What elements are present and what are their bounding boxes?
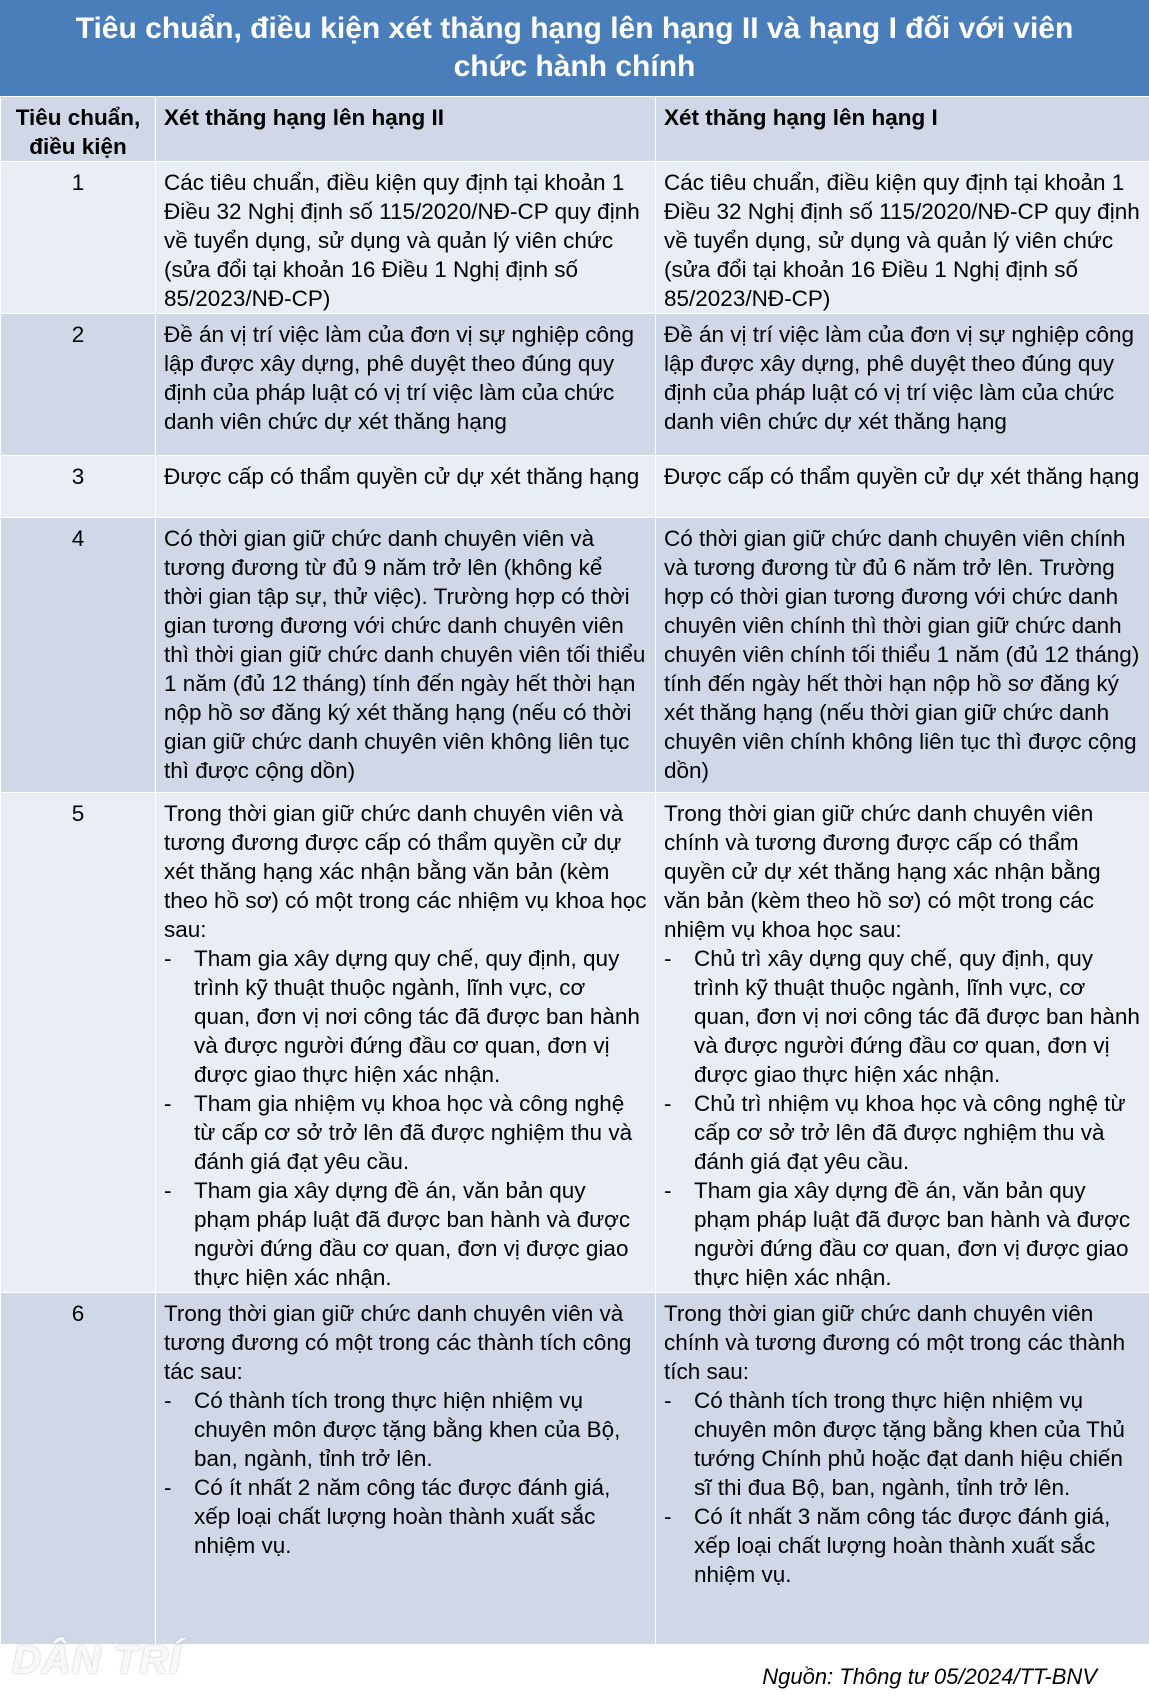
rank-2-cell — [156, 162, 656, 314]
rank-1-cell — [656, 1293, 1149, 1645]
table-row — [1, 518, 1149, 793]
list-item: - Có thành tích trong thực hiện nhiệm vụ chuyên môn được tặng bằng khen của Bộ, ban, ngành, tỉnh trở lên. — [164, 1386, 647, 1473]
list-item: - Tham gia xây dựng đề án, văn bản quy phạm pháp luật đã được ban hành và được người đứng đầu cơ quan, đơn vị được giao thực hiện xác nhận. — [664, 1176, 1141, 1292]
rank-2-cell — [156, 1293, 656, 1645]
row-number: 4 — [1, 518, 156, 793]
row-number: 6 — [1, 1293, 156, 1645]
table-row — [1, 793, 1149, 1293]
bullet-list — [164, 944, 647, 1292]
rank-1-cell — [656, 314, 1149, 456]
cell-text: Có thời gian giữ chức danh chuyên viên và tương đương từ đủ 9 năm trở lên (không kể thời gian tập sự, thử việc). Trường hợp có thời gian tương đương với chức danh chuyên viên thì thời gian giữ chức danh chuyên viên tối thiểu 1 năm (đủ 12 tháng) tính đến ngày hết thời hạn nộp hồ sơ đăng ký xét thăng hạng (nếu có thời gian giữ chức danh chuyên viên không liên tục thì được cộng dồn) — [164, 526, 646, 783]
row-number: 3 — [1, 456, 156, 518]
bullet-list — [164, 1386, 647, 1560]
cell-text: Có thời gian giữ chức danh chuyên viên chính và tương đương từ đủ 6 năm trở lên. Trường hợp có thời gian tương đương với chức danh chuyên viên chính thì thời gian giữ chức danh chuyên viên chính tối thiểu 1 năm (đủ 12 tháng) tính đến ngày hết thời hạn nộp hồ sơ đăng ký xét thăng hạng (nếu thời gian giữ chức danh chuyên viên chính không liên tục thì được cộng dồn) — [664, 526, 1140, 783]
cell-text: Đề án vị trí việc làm của đơn vị sự nghiệp công lập được xây dựng, phê duyệt theo đúng quy định của pháp luật có vị trí việc làm của chức danh viên chức dự xét thăng hạng — [164, 322, 635, 434]
row-number: 2 — [1, 314, 156, 456]
rank-1-cell — [656, 456, 1149, 518]
list-item: - Chủ trì xây dựng quy chế, quy định, quy trình kỹ thuật thuộc ngành, lĩnh vực, cơ quan, đơn vị nơi công tác đã được ban hành và được người đứng đầu cơ quan, đơn vị được giao thực hiện xác nhận. — [664, 944, 1141, 1089]
list-item: - Chủ trì nhiệm vụ khoa học và công nghệ từ cấp cơ sở trở lên đã được nghiệm thu và đánh giá đạt yêu cầu. — [664, 1089, 1141, 1176]
table-row — [1, 456, 1149, 518]
title-line-2: chức hành chính — [453, 50, 696, 83]
list-item: - Tham gia xây dựng đề án, văn bản quy phạm pháp luật đã được ban hành và được người đứng đầu cơ quan, đơn vị được giao thực hiện xác nhận. — [164, 1176, 647, 1292]
row-number: 5 — [1, 793, 156, 1293]
table-row — [1, 314, 1149, 456]
list-item: - Tham gia nhiệm vụ khoa học và công nghệ từ cấp cơ sở trở lên đã được nghiệm thu và đánh giá đạt yêu cầu. — [164, 1089, 647, 1176]
table-title — [0, 0, 1149, 96]
cell-text: Trong thời gian giữ chức danh chuyên viên và tương đương có một trong các thành tích công tác sau: — [164, 1301, 632, 1384]
cell-text: Các tiêu chuẩn, điều kiện quy định tại khoản 1 Điều 32 Nghị định số 115/2020/NĐ-CP quy định về tuyển dụng, sử dụng và quản lý viên chức (sửa đổi tại khoản 16 Điều 1 Nghị định số 85/2023/NĐ-CP) — [164, 170, 640, 311]
table-row — [1, 162, 1149, 314]
header-criteria: Tiêu chuẩn, điều kiện — [1, 97, 156, 162]
rank-2-cell — [156, 793, 656, 1293]
cell-text: Trong thời gian giữ chức danh chuyên viên và tương đương được cấp có thẩm quyền cử dự xét thăng hạng xác nhận bằng văn bản (kèm theo hồ sơ) có một trong các nhiệm vụ khoa học sau: — [164, 801, 647, 942]
header-rank-1: Xét thăng hạng lên hạng I — [656, 97, 1149, 162]
rank-2-cell — [156, 518, 656, 793]
cell-text: Trong thời gian giữ chức danh chuyên viên chính và tương đương có một trong các thành tích sau: — [664, 1301, 1126, 1384]
cell-text: Được cấp có thẩm quyền cử dự xét thăng hạng — [664, 464, 1140, 489]
title-line-1: Tiêu chuẩn, điều kiện xét thăng hạng lên hạng II và hạng I đối với viên — [75, 12, 1074, 45]
rank-1-cell — [656, 793, 1149, 1293]
list-item: - Tham gia xây dựng quy chế, quy định, quy trình kỹ thuật thuộc ngành, lĩnh vực, cơ quan, đơn vị nơi công tác đã được ban hành và được người đứng đầu cơ quan, đơn vị được giao thực hiện xác nhận. — [164, 944, 647, 1089]
cell-text: Các tiêu chuẩn, điều kiện quy định tại khoản 1 Điều 32 Nghị định số 115/2020/NĐ-CP quy định về tuyển dụng, sử dụng và quản lý viên chức (sửa đổi tại khoản 16 Điều 1 Nghị định số 85/2023/NĐ-CP) — [664, 170, 1140, 311]
cell-text: Được cấp có thẩm quyền cử dự xét thăng hạng — [164, 464, 640, 489]
rank-2-cell — [156, 314, 656, 456]
dantri-watermark-logo: DÂN TRÍ — [12, 1638, 182, 1682]
bullet-list — [664, 944, 1141, 1292]
list-item: - Có ít nhất 3 năm công tác được đánh giá, xếp loại chất lượng hoàn thành xuất sắc nhiệm vụ. — [664, 1502, 1141, 1589]
header-rank-2: Xét thăng hạng lên hạng II — [156, 97, 656, 162]
list-item: - Có ít nhất 2 năm công tác được đánh giá, xếp loại chất lượng hoàn thành xuất sắc nhiệm vụ. — [164, 1473, 647, 1560]
row-number: 1 — [1, 162, 156, 314]
list-item: - Có thành tích trong thực hiện nhiệm vụ chuyên môn được tặng bằng khen của Thủ tướng Chính phủ hoặc đạt danh hiệu chiến sĩ thi đua Bộ, ban, ngành, tỉnh trở lên. — [664, 1386, 1141, 1502]
source-caption: Nguồn: Thông tư 05/2024/TT-BNV — [762, 1664, 1097, 1689]
cell-text: Trong thời gian giữ chức danh chuyên viên chính và tương đương được cấp có thẩm quyền cử dự xét thăng hạng xác nhận bằng văn bản (kèm theo hồ sơ) có một trong các nhiệm vụ khoa học sau: — [664, 801, 1101, 942]
bullet-list — [664, 1386, 1141, 1589]
table-row — [1, 1293, 1149, 1645]
rank-2-cell — [156, 456, 656, 518]
cell-text: Đề án vị trí việc làm của đơn vị sự nghiệp công lập được xây dựng, phê duyệt theo đúng quy định của pháp luật có vị trí việc làm của chức danh viên chức dự xét thăng hạng — [664, 322, 1135, 434]
rank-1-cell — [656, 518, 1149, 793]
criteria-table — [0, 96, 1149, 1645]
rank-1-cell — [656, 162, 1149, 314]
header-row — [1, 97, 1149, 162]
